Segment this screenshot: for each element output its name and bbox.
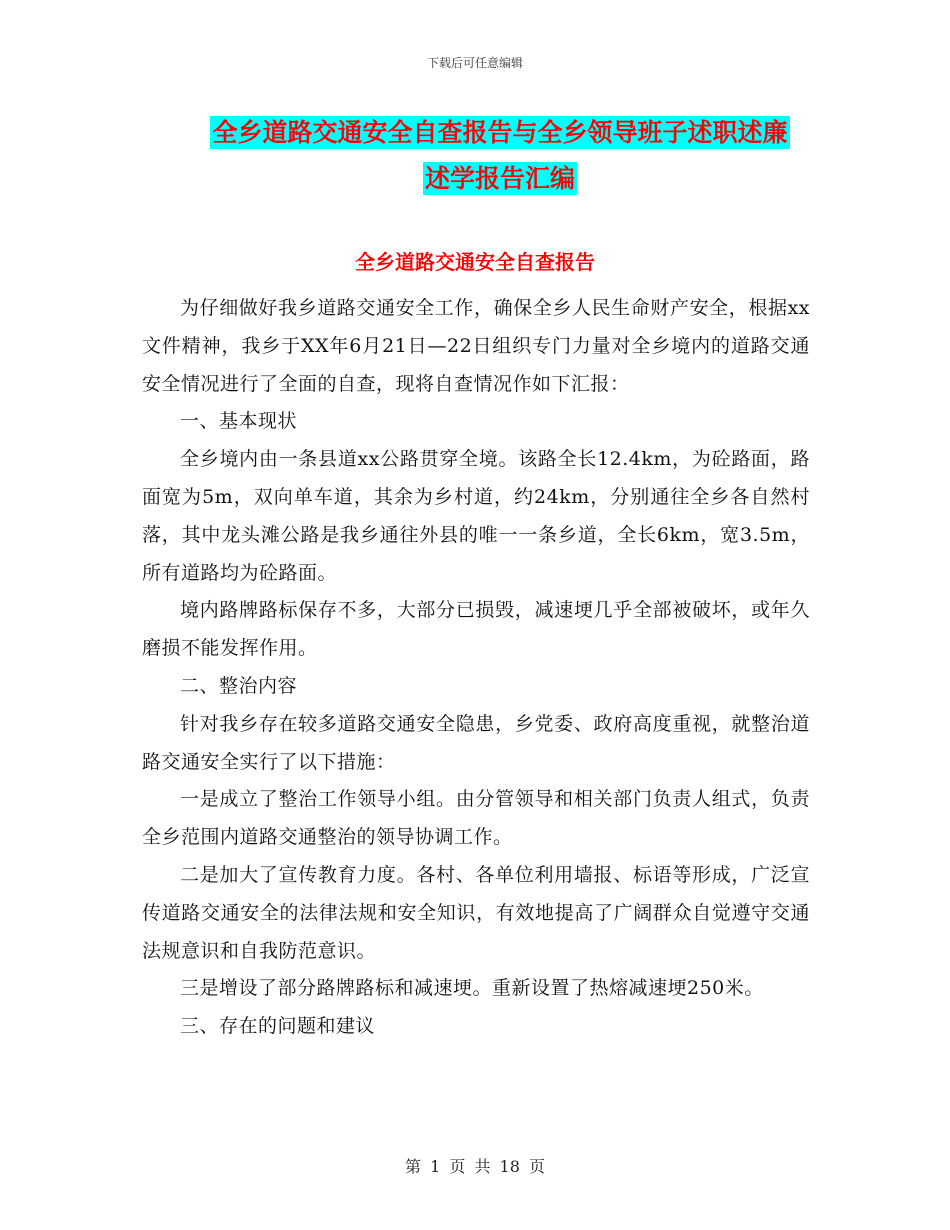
document-body <box>142 290 810 1046</box>
document-title <box>190 110 810 202</box>
paragraph-measures: 针对我乡存在较多道路交通安全隐患，乡党委、政府高度重视，就整治道路交通安全实行了以下措施： <box>142 712 810 773</box>
page-header-note: 下载后可任意编辑 <box>426 56 523 70</box>
document-title-line-2: 述学报告汇编 <box>424 164 575 193</box>
paragraph-measure-1: 一是成立了整治工作领导小组。由分管领导和相关部门负责人组式，负责全乡范围内道路交通整治的领导协调工作。 <box>142 788 810 849</box>
paragraph-signs: 境内路牌路标保存不多，大部分已损毁，减速埂几乎全部被破坏，或年久磨损不能发挥作用。 <box>142 599 810 660</box>
section-title: 全乡道路交通安全自查报告 <box>355 250 595 274</box>
heading-problems: 三、存在的问题和建议 <box>180 1015 376 1038</box>
paragraph-measure-3: 三是增设了部分路牌路标和减速埂。重新设置了热熔减速埂250米。 <box>180 977 764 1000</box>
heading-rectification: 二、整治内容 <box>180 674 298 697</box>
document-title-line-1: 全乡道路交通安全自查报告与全乡领导班子述职述廉 <box>212 118 788 147</box>
paragraph-measure-2: 二是加大了宣传教育力度。各村、各单位利用墙报、标语等形成，广泛宣传道路交通安全的法律法规和安全知识，有效地提高了广阔群众自觉遵守交通法规意识和自我防范意识。 <box>142 863 810 962</box>
heading-basic-status: 一、基本现状 <box>180 410 298 433</box>
paragraph-roads: 全乡境内由一条县道xx公路贯穿全境。该路全长12.4km，为砼路面，路面宽为5m，双向单车道，其余为乡村道，约24km，分别通往全乡各自然村落，其中龙头滩公路是我乡通往外县的唯一一条乡道，全长6km，宽3.5m，所有道路均为砼路面。 <box>142 448 810 584</box>
paragraph-intro: 为仔细做好我乡道路交通安全工作，确保全乡人民生命财产安全，根据xx文件精神，我乡于XX年6月21日—22日组织专门力量对全乡境内的道路交通安全情况进行了全面的自查，现将自查情况作如下汇报： <box>142 297 810 395</box>
page-footer: 第 1 页 共 18 页 <box>405 1157 545 1176</box>
